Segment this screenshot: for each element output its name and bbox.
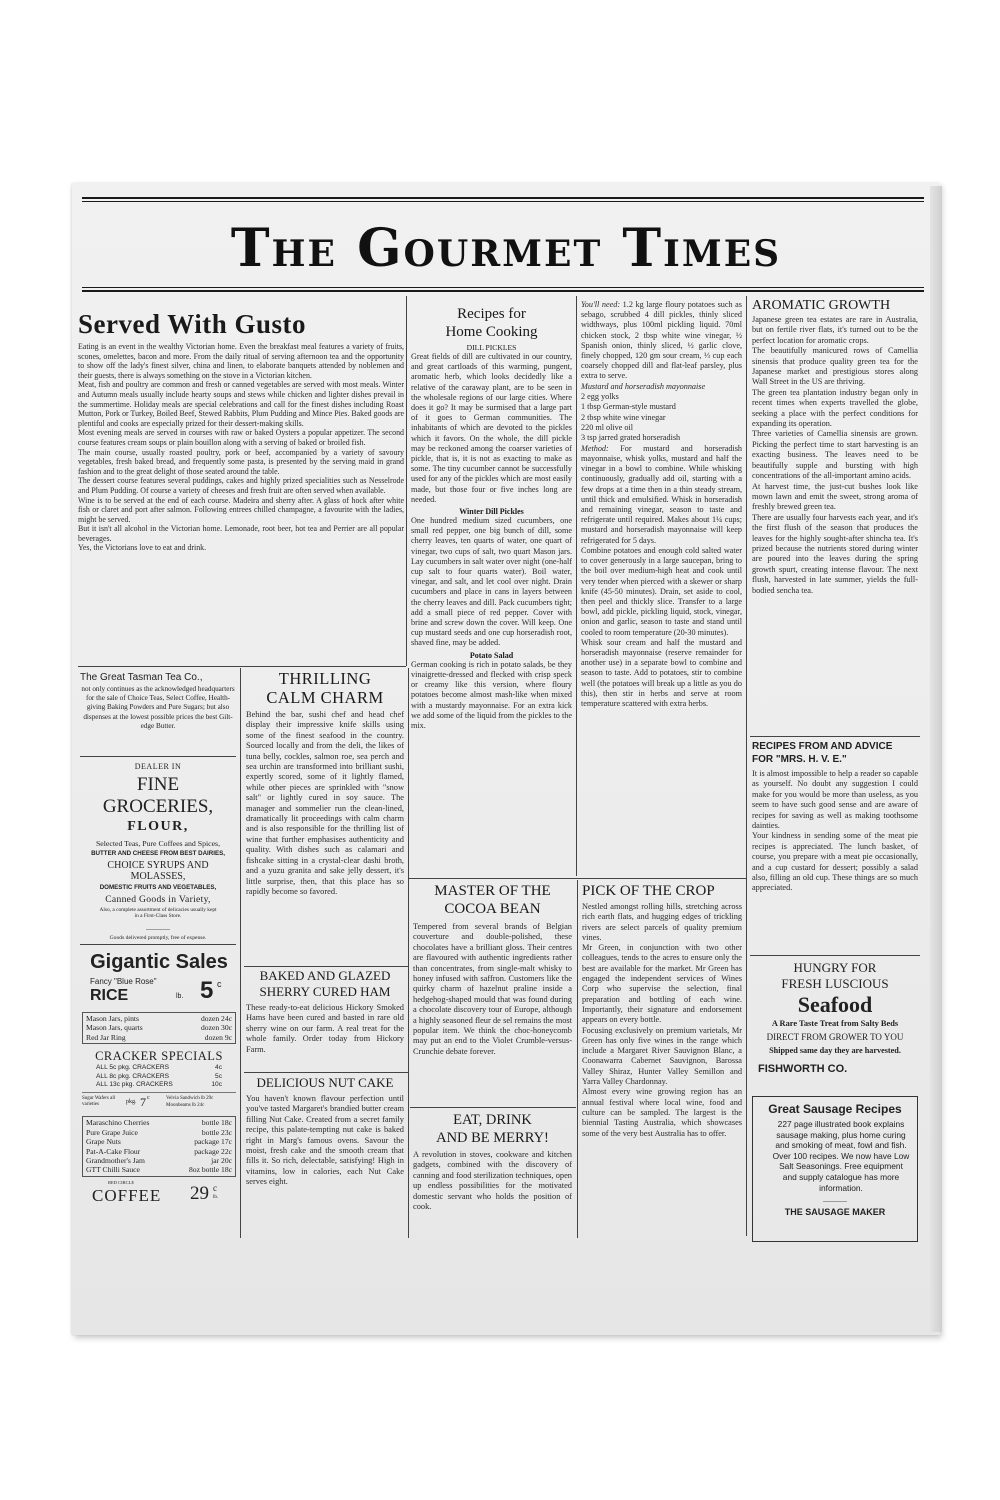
column-rule	[577, 880, 578, 1238]
cocoa-title-1: MASTER OF THE	[434, 883, 551, 899]
jar-row	[86, 1033, 232, 1042]
crop-text-3: Focusing exclusively on premium varietals, Mr Green has only five wines in the range which include a Margaret River Sauvignon Blanc, a Coonawarra Cabernet Sauvignon, Barossa Valley Shiraz, Hunter Valley Semillon and Yarra Valley Chardonnay.	[582, 1025, 742, 1087]
item-price: package 17c	[194, 1137, 232, 1147]
cracker-row	[96, 1064, 222, 1072]
section-rule	[244, 966, 408, 967]
potato-salad-body: German cooking is rich in potato salads, be they vinaigrette-dressed and flecked with crisp speck or creamy like this version, where floury potatoes become almost mash-like when mixed with a mustardy mayonnaise. For an extra kick we add some of the liquid from the pickles to the mix.	[411, 659, 572, 730]
thrilling-body: Behind the bar, sushi chef and head chef display their impressive knife skills using some of the finest seafood in the country. Sourced locally and from the deli, the likes of tuna belly, cockles, salmon roe, sea perch and sea urchin are transformed into brilliant sushi, expertly scored, some of it lightly flamed, while other pieces are sprinkled with "snow salt" or lightly cured in soy sauce. The manager and sommelier run the clean-lined, dramatically lit proceedings with calm charm and is also responsible for the thrilling list of wine that further emphasises authenticity and quality. With dishes such as calamari and fishcake sitting in a crystal-clear dashi broth, and a yuzu granita and sake jelly dessert, it's little surprise, then, that this place has so rapidly become so favored.	[246, 710, 404, 896]
dealer-syrups: CHOICE SYRUPS AND MOLASSES,	[107, 860, 209, 882]
dealer-label: DEALER IN	[134, 762, 182, 771]
sausage-ad	[752, 1096, 918, 1242]
coffee-price: 29	[190, 1182, 209, 1204]
item-name: Maraschino Cherries	[86, 1118, 150, 1128]
sausage-dots: ............	[823, 1195, 847, 1205]
seafood-line-1: HUNGRY FOR	[793, 960, 877, 975]
item-price: 8oz bottle 18c	[188, 1165, 232, 1175]
grocery-ad	[80, 762, 236, 941]
potato-salad-subhead: Potato Salad	[469, 650, 514, 660]
rice-lb: lb.	[176, 993, 184, 1000]
method-text-2: Combine potatoes and enough cold salted water to cover generously in a large saucepan, bring to the boil over medium-high heat and cook until very tender when pierced with a skewer or sharp knife (45-50 minutes). Drain, set aside to cool, then peel and thickly slice. Transfer to a large bowl, add pickle, pickling liquid, stock, vinegar, onion and garlic, season to taste and stand until cooled to room temperature (20-30 minutes).	[581, 545, 742, 637]
eat-title-1: EAT, DRINK	[453, 1112, 532, 1128]
seafood-ad	[752, 960, 918, 1075]
aromatic-text-4: Three varieties of Camellia sinensis are grown. Picking the perfect time to start harvesting is an exacting business. The leaves need to be beautifully supple and bursting with high concentrations of the all-important amino acids.	[752, 429, 918, 481]
served-title: Served With Gusto	[78, 309, 307, 339]
served-paragraph: Meat, fish and poultry are common and fresh or canned vegetables are served with most meals. Winter and Autumn meals usually include hearty soups and stews while chicken and lighter dishes prevail in the summertime. Holiday meals are special celebrations and call for the finest dishes including Roast Mutton, Pork or Turkey, Boiled Beef, Stewed Rabbits, Plum Pudding and Mince Pies. Baked goods are plentiful and cooks are especially prized for their dessert-making skills.	[78, 380, 404, 428]
jar-row	[86, 1023, 232, 1032]
tasman-text: not only continues as the acknowledged headquarters for the sale of Choice Teas, Select Coffee, Health-giving Baking Powders and Pure Sugars; but also dispenses at the lowest possible prices the best Gilt-edge Butter.	[81, 685, 235, 730]
method-column	[581, 300, 742, 709]
wafer-pkg: pkg.	[126, 1099, 137, 1106]
crop-text-1: Nestled amongst rolling hills, stretching across rich earth flats, and hugging edges of trickling rivers are select parcels of quality premium vines.	[582, 902, 742, 942]
need-label: You'll need:	[581, 300, 621, 309]
seafood-line-2: FRESH LUSCIOUS	[781, 976, 889, 991]
ham-body: These ready-to-eat delicious Hickory Smoked Hams have been cured and basted in rare old sherry wine on our farm. A real treat for the whole family. Order today from Hickory Farm.	[246, 1003, 404, 1054]
top-rule	[82, 197, 924, 199]
crop-title: PICK OF THE CROP	[582, 883, 715, 899]
jars-table	[82, 1012, 236, 1044]
cracker-title: CRACKER SPECIALS	[95, 1049, 223, 1064]
goods-row	[86, 1118, 232, 1127]
page-edge	[930, 186, 942, 1332]
cracker-list	[82, 1064, 236, 1089]
dealer-store: in a First-Class Store.	[134, 913, 182, 919]
crop-text-2: Mr Green, in conjunction with two other colleagues, tends to the acres to ensure only the best are available for the market. Mr Green has engaged the independent services of Wines Corp who supervise the selection, final preparation and bottling of each wine. Importantly, their signature and endorsement appears on every bottle.	[582, 943, 742, 1025]
served-paragraph: Most evening meals are served in courses with raw or baked Oysters a popular appetizer. The second course features cream soups or plain bouillon along with a serving of baked or broiled fish.	[78, 428, 404, 447]
ad-divider	[80, 756, 236, 757]
ham-article	[246, 968, 404, 1055]
item-price: 5c	[215, 1072, 222, 1080]
section-rule	[408, 878, 746, 879]
rice-label: RICE	[90, 987, 129, 1004]
gigantic-title: Gigantic Sales	[90, 951, 228, 973]
aromatic-title: AROMATIC GROWTH	[752, 298, 891, 313]
nut-cake-body: You haven't known flavour perfection until you've tasted Margaret's brandied butter cream filling Nut Cake. Created from a secret family recipe, this palate-tempting nut cake is baked right in Marg's famous ovens. Savour the moist, fresh cake and the smooth cream that fills it. So rich, delectable, satisfying! High in vitamins, low in calories, each Nut Cake serves eight.	[246, 1094, 404, 1187]
item-price: 4c	[215, 1064, 222, 1072]
need-paragraph	[581, 300, 742, 382]
advice-title-1: RECIPES FROM AND ADVICE	[752, 741, 893, 752]
cracker-row	[96, 1081, 222, 1089]
item-price: package 22c	[194, 1146, 232, 1156]
gigantic-sales-ad	[82, 950, 236, 1210]
column-rule	[746, 296, 747, 1236]
need-text: 1.2 kg large floury potatoes such as sebago, scrubbed 4 dill pickles, thinly sliced widthways, plus 100ml pickling liquid. 70ml chicken stock, 2 tbsp white wine vinegar, ½ Spanish onion, thinly sliced, ½ garlic clove, finely chopped, 120 gm sour cream, ⅓ cup each coarsely chopped dill and flat-leaf parsley, plus extra to serve.	[581, 300, 742, 381]
section-rule	[410, 1107, 576, 1108]
flour-label: FLOUR,	[127, 819, 189, 834]
dealer-teas: Selected Teas, Pure Coffees and Spices,	[95, 839, 221, 848]
item-name: GTT Chilli Sauce	[86, 1165, 140, 1175]
goods-row	[86, 1156, 232, 1165]
tasman-headline: The Great Tasman Tea Co.,	[80, 672, 203, 683]
served-body	[78, 342, 404, 553]
dealer-delivery: Goods delivered promptly, free of expense.	[109, 935, 207, 941]
section-rule	[244, 1072, 408, 1073]
recipes-title-2: Home Cooking	[445, 324, 538, 340]
method-text: For mustard and horseradish mayonnaise, whisk yolks, mustard and half the vinegar in a bowl to combine. While whisking continuously, gradually add oil, starting with a few drops at a time then in a thin steady stream, until thick and emulsified. Whisk in horseradish and remaining vinegar, season to taste and refrigerate until required. Makes about 1¼ cups; mustard and horseradish mayonnaise will keep refrigerated for 5 days.	[581, 443, 742, 545]
ingredient: 1 tbsp German-style mustard	[581, 402, 676, 412]
masthead-title: The Gourmet Times	[230, 218, 782, 279]
ham-title-2: SHERRY CURED HAM	[259, 984, 391, 999]
rice-cents: c	[217, 979, 222, 989]
thrilling-article	[246, 670, 404, 897]
top-rule-thin	[82, 201, 924, 202]
ingredient: 2 tbsp white wine vinegar	[581, 412, 666, 422]
cocoa-body: Tempered from several brands of Belgian couverture and double-polished, these chocolates have a brilliant gloss. Their centres are flavoured with authentic ingredients rather than concentrates, from single-malt whisky to honey infused with saffron. Customers like the quirky charm of hazelnut praline inside a hedgehog-shaped mould that was found during a chocolate discovery tour of Europe, although a highly seasoned fleur de sel remains the most popular item. We think the choc-honeycomb may put an end to the Violet Crumble-versus-Crunchie debate forever.	[413, 922, 572, 1056]
dealer-fruits: DOMESTIC FRUITS AND VEGETABLES,	[99, 884, 217, 891]
item-price: dozen 30c	[201, 1023, 232, 1033]
goods-table	[82, 1116, 236, 1176]
dealer-assortment: Also, a complete assortment of delicacies usually kept	[99, 907, 217, 913]
item-name: Mason Jars, quarts	[86, 1023, 143, 1033]
item-price: jar 20c	[211, 1156, 232, 1166]
served-paragraph: Yes, the Victorians love to eat and drink.	[78, 543, 207, 553]
crop-text-4: Almost every wine growing region has an annual festival where local wine, food and culture can be sampled. The largest is the biennial Tasting Australia, which showcases some of the very best Australia has to offer.	[582, 1087, 742, 1138]
aromatic-text-2: The beautifully manicured rows of Camellia sinensis that produce quality green tea for the Japanese market and prestigious stores along Wall Street in the US are thriving.	[752, 346, 918, 387]
recipes-article	[411, 306, 572, 731]
item-price: dozen 9c	[204, 1032, 232, 1042]
served-paragraph: The main course, usually roasted poultry, pork or beef, accompanied by a variety of savoury vegetables, fresh baked bread, and frequently some pasta, is presented by the serving maid in grand fashion and to the great delight of those seated around the table.	[78, 447, 404, 476]
method-label: Method:	[581, 443, 609, 453]
item-name: Pure Grape Juice	[86, 1127, 138, 1137]
method-paragraph	[581, 444, 742, 546]
mayo-label: Mustard and horseradish mayonnaise	[581, 381, 706, 391]
column-rule	[240, 668, 241, 1238]
dealer-butter: BUTTER AND CHEESE FROM BEST DAIRIES,	[91, 850, 225, 857]
cocoa-article	[413, 882, 572, 1057]
thrilling-title-1: THRILLING	[278, 669, 372, 688]
thrilling-title-2: CALM CHARM	[266, 688, 384, 707]
goods-row	[86, 1165, 232, 1174]
eat-body: A revolution in stoves, cookware and kitchen gadgets, combined with the discovery of canning and food sterilization techniques, open up endless possibilities for the motivated domestic servant who holds the position of cook.	[413, 1150, 572, 1212]
ingredient: 2 egg yolks	[581, 391, 619, 401]
column-rule	[406, 296, 407, 666]
item-price: bottle 23c	[201, 1127, 232, 1137]
rice-price: 5	[200, 977, 214, 1004]
item-name: Pat-A-Cake Flour	[86, 1146, 141, 1156]
goods-row	[86, 1128, 232, 1137]
wafer-right-2: Moonbeams lb 24c	[166, 1103, 205, 1109]
cracker-row	[96, 1073, 222, 1081]
crop-article	[582, 882, 742, 1139]
section-rule	[78, 666, 406, 667]
served-article	[78, 308, 404, 553]
wafer-label: Sugar Wafers all varieties	[82, 1096, 116, 1108]
nut-cake-article	[246, 1075, 404, 1188]
advice-text-1: It is almost impossible to help a reader so capable as yourself. No doubt any suggestion I could make for you would be more than useless, as you seem to have such good sense and are aware of recipes for saving as well as making toothsome dainties.	[752, 769, 918, 831]
item-name: ALL 8c pkg. CRACKERS	[96, 1072, 170, 1080]
advice-article	[752, 740, 918, 894]
goods-row	[86, 1147, 232, 1156]
section-rule	[750, 736, 920, 737]
coffee-cents: c	[213, 1182, 217, 1193]
column-rule	[408, 668, 409, 1238]
aromatic-text-6: There are usually four harvests each year, and it's the first flush of the season that produces the leaves for the highly sought-after shincha tea. It's prized because the nutrients stored during winter are poured into the leaves during the spring growth spurt, creating intense flavour. The next flush, harvested in late summer, yields the full-bodied sencha tea.	[752, 512, 918, 595]
masthead-bottom-rule-thick	[82, 290, 924, 292]
winter-dill-subhead: Winter Dill Pickles	[459, 507, 524, 517]
item-name: ALL 13c pkg. CRACKERS	[96, 1081, 173, 1089]
seafood-line-5: DIRECT FROM GROWER TO YOU	[766, 1032, 904, 1042]
item-name: Red Jar Ring	[86, 1032, 126, 1042]
wafer-row	[82, 1092, 236, 1113]
coffee-row	[82, 1180, 236, 1210]
aromatic-text-1: Japanese green tea estates are rare in Australia, but on fertile river flats, it's turned out to be the perfect location for aromatic crops.	[752, 315, 918, 345]
aromatic-article	[752, 297, 918, 596]
dealer-dots: ............	[146, 923, 170, 932]
dill-pickles-subhead: DILL PICKLES	[466, 343, 517, 352]
wafer-right-1: Velvia Sandwich lb 29c	[166, 1096, 214, 1102]
item-price: bottle 18c	[201, 1118, 232, 1128]
served-paragraph: Wine is to be served at the end of each course. Madeira and sherry after. A glass of hock after white fish or claret and port after salmon. Following entrees chilled champagne, a favourite with the ladies, might be served.	[78, 495, 404, 524]
item-name: Mason Jars, pints	[86, 1014, 139, 1023]
ingredient: 3 tsp jarred grated horseradish	[581, 433, 681, 443]
seafood-line-4: A Rare Taste Treat from Salty Beds	[771, 1019, 899, 1028]
aromatic-text-5: At harvest time, the just-cut bushes look like mown lawn and emit the sweet, strong aroma of freshly brewed green tea.	[752, 481, 918, 512]
recipes-title-1: Recipes for	[457, 306, 526, 322]
seafood-title: Seafood	[797, 992, 873, 1017]
item-price: dozen 24c	[201, 1014, 232, 1023]
dealer-canned: Canned Goods in Variety,	[105, 894, 211, 905]
red-circle-label: RED CIRCLE	[108, 1179, 135, 1185]
method-text-3: Whisk sour cream and half the mustard and horseradish mayonnaise (reserve remainder for another use) in a separate bowl to combine and season to taste. Add to potatoes, stir to combine well (the potatoes will break up a little as you do this), then stir in herbs and serve at room temperature scattered with extra herbs.	[581, 637, 742, 708]
advice-title-2: FOR "MRS. H. V. E."	[752, 754, 847, 765]
wafer-price: 7	[140, 1095, 146, 1110]
ad-divider	[80, 944, 236, 945]
sausage-text: 227 page illustrated book explains sausage making, plus home curing and smoking of meat, fowl and fish. Over 100 recipes. We now have Low Salt Seasonings. Free equipment and supply catalogue has more information.	[772, 1119, 910, 1193]
cocoa-title-2: COCOA BEAN	[444, 901, 541, 917]
item-name: Grape Nuts	[86, 1137, 121, 1147]
wafer-cents: c	[147, 1095, 150, 1102]
tasman-ad	[80, 672, 236, 731]
item-price: 10c	[211, 1081, 222, 1089]
nut-cake-title: DELICIOUS NUT CAKE	[256, 1075, 394, 1090]
section-rule	[750, 955, 920, 956]
seafood-line-6: Shipped same day they are harvested.	[769, 1046, 901, 1055]
coffee-label: COFFEE	[92, 1185, 162, 1205]
rice-fancy: Fancy "Blue Rose"	[90, 977, 157, 986]
winter-dill-body: One hundred medium sized cucumbers, one small red pepper, one big bunch of dill, some cherry leaves, ten quarts of water, one quart of vinegar, two cups of salt, two quart Mason jars. Lay cucumbers in salt water over night (one-half cup salt to four quarts water). Boil water, vinegar, and salt, and let cool over night. Drain cucumbers and place in cans in layers between the cherry leaves and dill. Pack cucumbers tight; add a small piece of red pepper. Cover with brine and screw down the cover. Will keep. One cup mustard seeds and one cup horseradish root, shaved fine, may be added.	[411, 516, 572, 648]
served-paragraph: The dessert course features several puddings, cakes and highly prized specialities such as Nesselrode and Plum Pudding. Of course a variety of cheeses and fresh fruit are often served when available.	[78, 476, 404, 495]
ingredient-list	[581, 392, 742, 444]
item-name: ALL 5c pkg. CRACKERS	[96, 1064, 170, 1072]
served-paragraph: Eating is an event in the wealthy Victorian home. Even the breakfast meal features a variety of fruits, scones, omelettes, bacon and more. From the daily ritual of serving afternoon tea and the opportunity to show off the lady's finest silver, china and linen, to elaborate banquets attended by noblemen and their guests, there is always something on the stove in a Victorian kitchen.	[78, 342, 404, 380]
jar-row	[86, 1014, 232, 1023]
goods-row	[86, 1137, 232, 1146]
dill-pickles-body: Great fields of dill are cultivated in our country, and great cartloads of this warming, pungent, aromatic herb, which looks decidedly like a relative of the caraway plant, are to be seen in the wholesale regions of our large cities. Where does it go? It may be surmised that a large part of it goes to German communities. The inhabitants of which are devoted to the pickles which it favors. On the whole, the dill pickle may be reckoned among the coarser varieties of pickle, that is, it is not as exacting to make as some. The tiny cucumber cannot be successfully used for any of the pickles which are most easily made, but those four or five inches long are needed.	[411, 352, 572, 504]
item-name: Grandmother's Jam	[86, 1156, 145, 1166]
advice-text-2: Your kindness in sending some of the meat pie recipes is appreciated. The lunch basket, of course, you prepare with a meat pie occasionally, and a cup custard for dessert; possibly a salad also, filling an old cup. These things are so much appreciated.	[752, 831, 918, 893]
masthead-bottom-rule	[82, 287, 924, 288]
coffee-lb: lb.	[213, 1194, 219, 1200]
served-paragraph: But it isn't all alcohol in the Victorian home. Lemonade, root beer, hot tea and Perrier are all popular beverages.	[78, 524, 404, 543]
eat-drink-article	[413, 1112, 572, 1212]
column-rule	[576, 296, 577, 876]
fishworth-company: FISHWORTH CO.	[758, 1063, 848, 1075]
fine-groceries: FINE GROCERIES,	[102, 774, 214, 817]
ham-title-1: BAKED AND GLAZED	[259, 968, 391, 983]
aromatic-text-3: The green tea plantation industry began only in recent times when experts travelled the globe, seeking a place with the perfect conditions for expanding its operation.	[752, 387, 918, 429]
eat-title-2: AND BE MERRY!	[436, 1130, 549, 1146]
sausage-title: Great Sausage Recipes	[768, 1102, 902, 1116]
ingredient: 220 ml olive oil	[581, 423, 634, 433]
sausage-maker: THE SAUSAGE MAKER	[784, 1207, 886, 1218]
